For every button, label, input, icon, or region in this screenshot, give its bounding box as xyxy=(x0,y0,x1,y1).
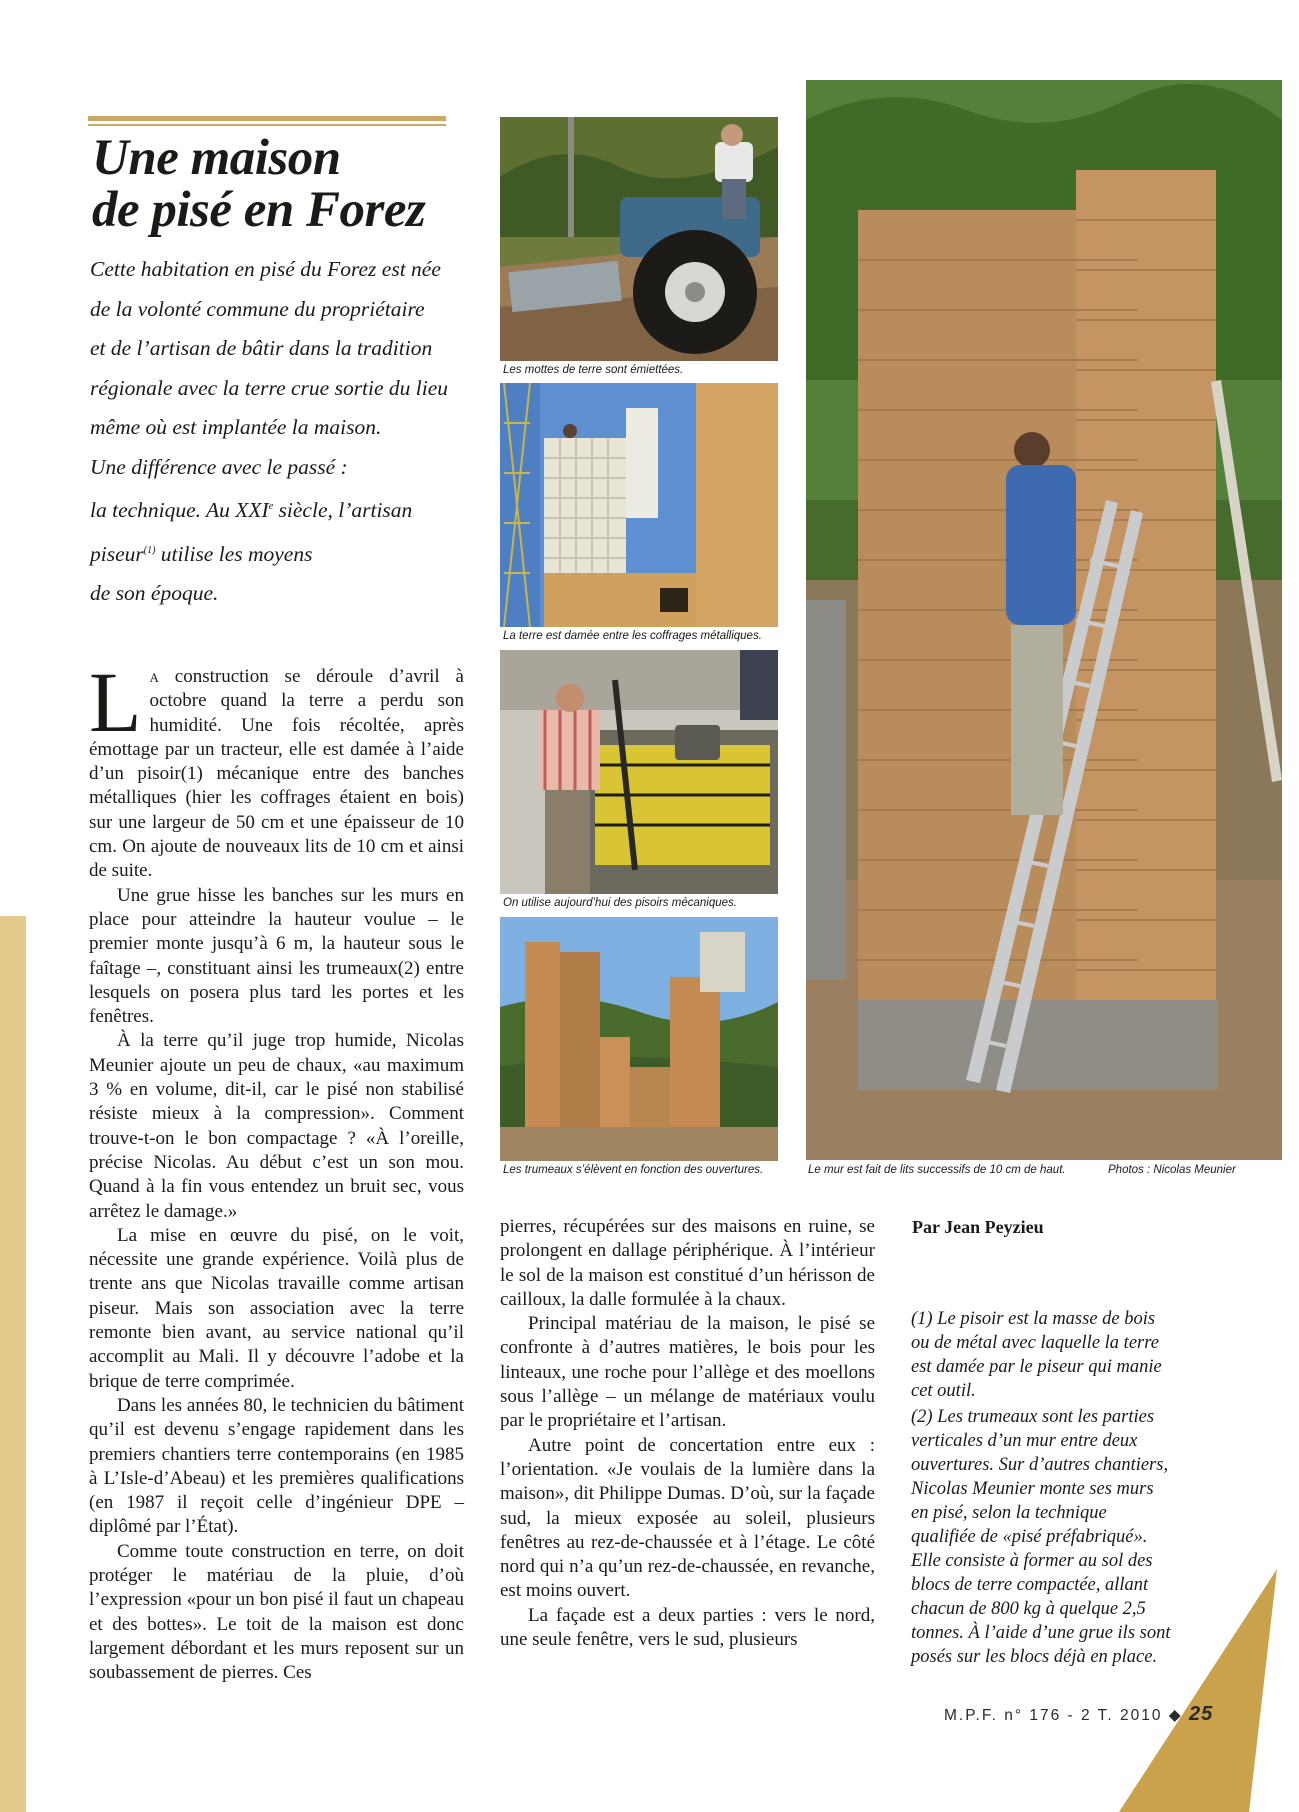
title-line-2: de pisé en Forez xyxy=(92,182,426,238)
photo-tractor xyxy=(500,117,778,361)
lead-fragment: piseur xyxy=(90,541,144,566)
title-rule xyxy=(88,116,446,121)
article-column-1 xyxy=(89,654,464,1685)
lead-line xyxy=(90,487,470,531)
diamond-icon: ◆ xyxy=(1168,1707,1183,1724)
body-paragraph: La façade est a deux parties : vers le nord, une seule fenêtre, vers le sud, plusieurs xyxy=(500,1604,875,1651)
title-line-1: Une maison xyxy=(92,130,341,186)
magazine-issue: M.P.F. n° 176 - 2 T. 2010 xyxy=(944,1707,1163,1724)
lead-line: même où est implantée la maison. xyxy=(90,415,382,439)
body-paragraph: Dans les années 80, le technicien du bâtiment qu’il est devenu s’engage rapidement dans les premiers chantiers terre contemporains (en 1985 à L’Isle-d’Abeau) et les premières qualifications (en 1987 il reçoit celle d’ingénieur DPE – diplômé par l’État). xyxy=(89,1394,464,1538)
footnote: (1) Le pisoir est la masse de bois ou de métal avec laquelle la terre est damée par le piseur qui manie cet outil. xyxy=(911,1309,1162,1401)
lead-superscript: (1) xyxy=(143,544,156,556)
body-paragraph: La mise en œuvre du pisé, on le voit, nécessite une grande expérience. Voilà plus de trente ans que Nicolas travaille comme artisan piseur. Mais son association avec la terre remonte bien avant, au service national qu’il accomplit au Mali. Il y découvre l’adobe et la brique de terre comprimée. xyxy=(89,1224,464,1392)
article-column-2 xyxy=(500,1215,875,1652)
caption-photo-3: On utilise aujourd’hui des pisoirs mécaniques. xyxy=(503,897,737,909)
paragraph-text: construction se déroule d’avril à octobre quand la terre a perdu son humidité. Une fois récoltée, après émottage par un tracteur, elle est damée à l’aide d’un pisoir(1) mécanique entre des banches métalliques (hier les coffrages étaient en bois) sur une largeur de 50 cm et une épaisseur de 10 cm. On ajoute de nouveaux lits de 10 cm et ainsi de suite. xyxy=(89,666,464,882)
lead-line xyxy=(90,531,470,575)
photo-credit: Photos : Nicolas Meunier xyxy=(1108,1164,1236,1176)
caption-photo-5: Le mur est fait de lits successifs de 10 cm de haut. xyxy=(808,1164,1066,1176)
caption-photo-4: Les trumeaux s’élèvent en fonction des ouvertures. xyxy=(503,1164,764,1176)
body-paragraph xyxy=(89,654,464,884)
body-paragraph: Comme toute construction en terre, on doit protéger le matériau de la pluie, d’où l’expression «pour un bon pisé il faut un chapeau et des bottes». Le toit de la maison est donc largement débordant et les murs reposent sur un soubassement de pierres. Ces xyxy=(89,1540,464,1684)
page-footer xyxy=(944,1703,1213,1726)
body-paragraph: pierres, récupérées sur des maisons en ruine, se prolongent en dallage périphérique. À l’intérieur le sol de la maison est constitué d’un hérisson de cailloux, la dalle formulée à la chaux. xyxy=(500,1216,875,1310)
photo-formwork xyxy=(500,383,778,627)
caption-photo-1: Les mottes de terre sont émiettées. xyxy=(503,364,684,376)
lead-fragment: la technique. Au XXI xyxy=(90,498,269,523)
body-paragraph: Une grue hisse les banches sur les murs en place pour atteindre la hauteur voulue – le premier monte jusqu’à 6 m, la hauteur sous le faîtage –, constituant ainsi les trumeaux(2) entre lesquels on posera plus tard les portes et les fenêtres. xyxy=(89,884,464,1028)
page-edge-bar xyxy=(0,916,26,1812)
body-paragraph: Principal matériau de la maison, le pisé se confronte à d’autres matières, le bois pour les linteaux, une roche pour l’allège et des moellons sous l’allège – un mélange de matériaux voulu par le propriétaire et l’artisan. xyxy=(500,1313,875,1432)
lead-fragment: utilise les moyens xyxy=(155,541,313,566)
lead-fragment: siècle, l’artisan xyxy=(273,498,413,523)
byline: Par Jean Peyzieu xyxy=(912,1217,1044,1237)
first-word-rest: a xyxy=(149,666,159,687)
article-title xyxy=(92,132,472,236)
photo-rammer xyxy=(500,650,778,894)
lead-line: Cette habitation en pisé du Forez est née xyxy=(90,257,441,281)
photo-trumeaux xyxy=(500,917,778,1161)
title-rule-thin xyxy=(88,124,446,126)
lead-line: régionale avec la terre crue sortie du lieu xyxy=(90,375,449,400)
lead-superscript: e xyxy=(268,501,274,512)
lead-line: Une différence avec le passé : xyxy=(90,454,348,479)
page-number: 25 xyxy=(1189,1703,1214,1725)
corner-decoration xyxy=(1099,1557,1299,1812)
caption-photo-2: La terre est damée entre les coffrages métalliques. xyxy=(503,630,762,642)
article-lead xyxy=(90,250,470,614)
photo-wall-ladder xyxy=(806,80,1282,1160)
lead-line: de son époque. xyxy=(90,581,219,606)
body-paragraph: À la terre qu’il juge trop humide, Nicolas Meunier ajoute un peu de chaux, «au maximum 3 % en volume, dit-il, car le pisé non stabilisé résiste mieux à la compression». Comment trouve-t-on le bon compactage ? «À l’oreille, précise Nicolas. Au début c’est un son mou. Quand à la fin vous entendez un bruit sec, vous arrêtez le damage.» xyxy=(89,1030,464,1222)
lead-line: et de l’artisan de bâtir dans la tradition xyxy=(90,336,433,360)
drop-cap: L xyxy=(89,654,142,750)
body-paragraph: Autre point de concertation entre eux : l’orientation. «Je voulais de la lumière dans la maison», dit Philippe Dumas. D’où, sur la façade sud, la mieux exposée au soleil, plusieurs fenêtres au rez-de-chaussée et à l’étage. Le côté nord qui n’a qu’un rez-de-chaussée, en revanche, est moins ouvert. xyxy=(500,1434,875,1602)
lead-line: de la volonté commune du propriétaire xyxy=(90,296,425,321)
footnote: (2) Les trumeaux sont les parties verticales d’un mur entre deux ouvertures. Sur d’autres chantiers, Nicolas Meunier monte ses murs en pisé, selon la technique qualifiée de «pisé préfabriqué». Elle consiste à former au sol des blocs de terre compactée, allant chacun de 800 kg à quelque 2,5 tonnes. À l’aide d’une grue ils sont posés sur les blocs déjà en place. xyxy=(911,1407,1171,1667)
